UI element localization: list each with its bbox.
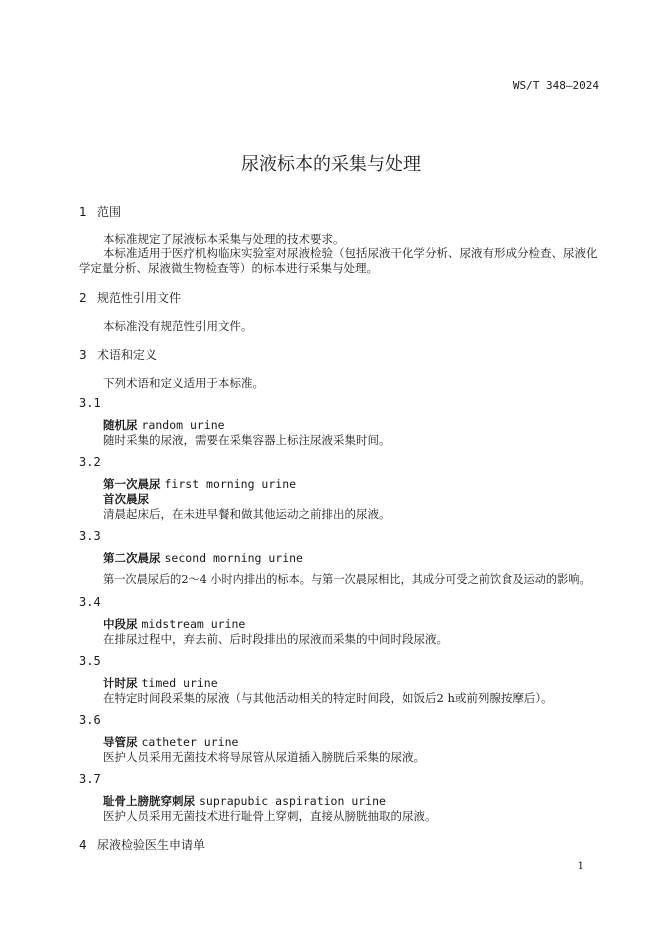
term-en: suprapubic aspiration urine [199, 794, 386, 808]
term-number: 3.5 [79, 654, 101, 668]
term-definition: 医护人员采用无菌技术进行耻骨上穿刺，直接从膀胱抽取的尿液。 [103, 809, 437, 823]
section-title: 范围 [97, 205, 122, 219]
term-heading [103, 476, 296, 492]
term-number: 3.4 [79, 595, 101, 609]
section-title: 尿液检验医生申请单 [97, 838, 206, 852]
term-zh: 计时尿 [103, 676, 138, 690]
term-number: 3.3 [79, 529, 101, 543]
page-number: 1 [577, 861, 584, 872]
term-en: catheter urine [141, 735, 239, 749]
term-number: 3.2 [79, 455, 101, 469]
normative-refs-paragraph: 本标准没有规范性引用文件。 [103, 319, 253, 333]
section-heading-1 [79, 203, 121, 220]
term-en: second morning urine [164, 551, 303, 565]
section-number: 3 [79, 348, 87, 362]
term-zh: 中段尿 [103, 617, 138, 631]
section-number: 2 [79, 291, 87, 305]
term-zh: 第二次晨尿 [103, 551, 161, 565]
document-code: WS/T 348—2024 [512, 79, 599, 92]
section-number: 4 [79, 838, 87, 852]
section-heading-3 [79, 346, 157, 363]
term-en: random urine [141, 418, 225, 432]
term-heading [103, 550, 303, 566]
term-alternate-name: 首次晨尿 [103, 492, 149, 506]
term-zh: 导管尿 [103, 735, 138, 749]
term-definition: 第一次晨尿后的2～4 小时内排出的标本。与第一次晨尿相比，其成分可受之前饮食及运动的影响。 [103, 573, 591, 586]
term-en: midstream urine [141, 617, 246, 631]
term-heading [103, 734, 238, 750]
term-zh: 随机尿 [103, 418, 138, 432]
term-zh: 耻骨上膀胱穿刺尿 [103, 794, 195, 808]
term-number: 3.1 [79, 396, 101, 410]
scope-paragraph-1: 本标准规定了尿液标本采集与处理的技术要求。 [103, 232, 345, 246]
term-en: first morning urine [164, 477, 297, 491]
term-number: 3.6 [79, 713, 101, 727]
term-definition: 在排尿过程中，弃去前、后时段排出的尿液而采集的中间时段尿液。 [103, 632, 448, 646]
section-heading-2 [79, 289, 181, 306]
term-definition: 在特定时间段采集的尿液（与其他活动相关的特定时间段，如饭后2 h或前列腺按摩后）。 [103, 691, 553, 705]
term-definition: 医护人员采用无菌技术将导尿管从尿道插入膀胱后采集的尿液。 [103, 750, 425, 764]
section-title: 规范性引用文件 [97, 291, 182, 305]
page-title: 尿液标本的采集与处理 [241, 154, 421, 175]
section-title: 术语和定义 [97, 348, 158, 362]
term-heading [103, 417, 225, 433]
terms-intro-paragraph: 下列术语和定义适用于本标准。 [103, 376, 264, 390]
term-definition: 清晨起床后，在未进早餐和做其他运动之前排出的尿液。 [103, 507, 391, 521]
scope-paragraph-2-line-1: 本标准适用于医疗机构临床实验室对尿液检验（包括尿液干化学分析、尿液有形成分检查、尿液化 [103, 246, 598, 260]
section-heading-4 [79, 836, 205, 853]
term-definition: 随时采集的尿液，需要在采集容器上标注尿液采集时间。 [103, 433, 391, 447]
term-en: timed urine [141, 676, 218, 690]
scope-paragraph-2-line-2: 学定量分析、尿液微生物检查等）的标本进行采集与处理。 [79, 261, 378, 275]
term-heading [103, 675, 218, 691]
section-number: 1 [79, 205, 87, 219]
term-number: 3.7 [79, 772, 101, 786]
term-heading [103, 616, 245, 632]
term-zh: 第一次晨尿 [103, 477, 161, 491]
term-heading [103, 793, 386, 809]
